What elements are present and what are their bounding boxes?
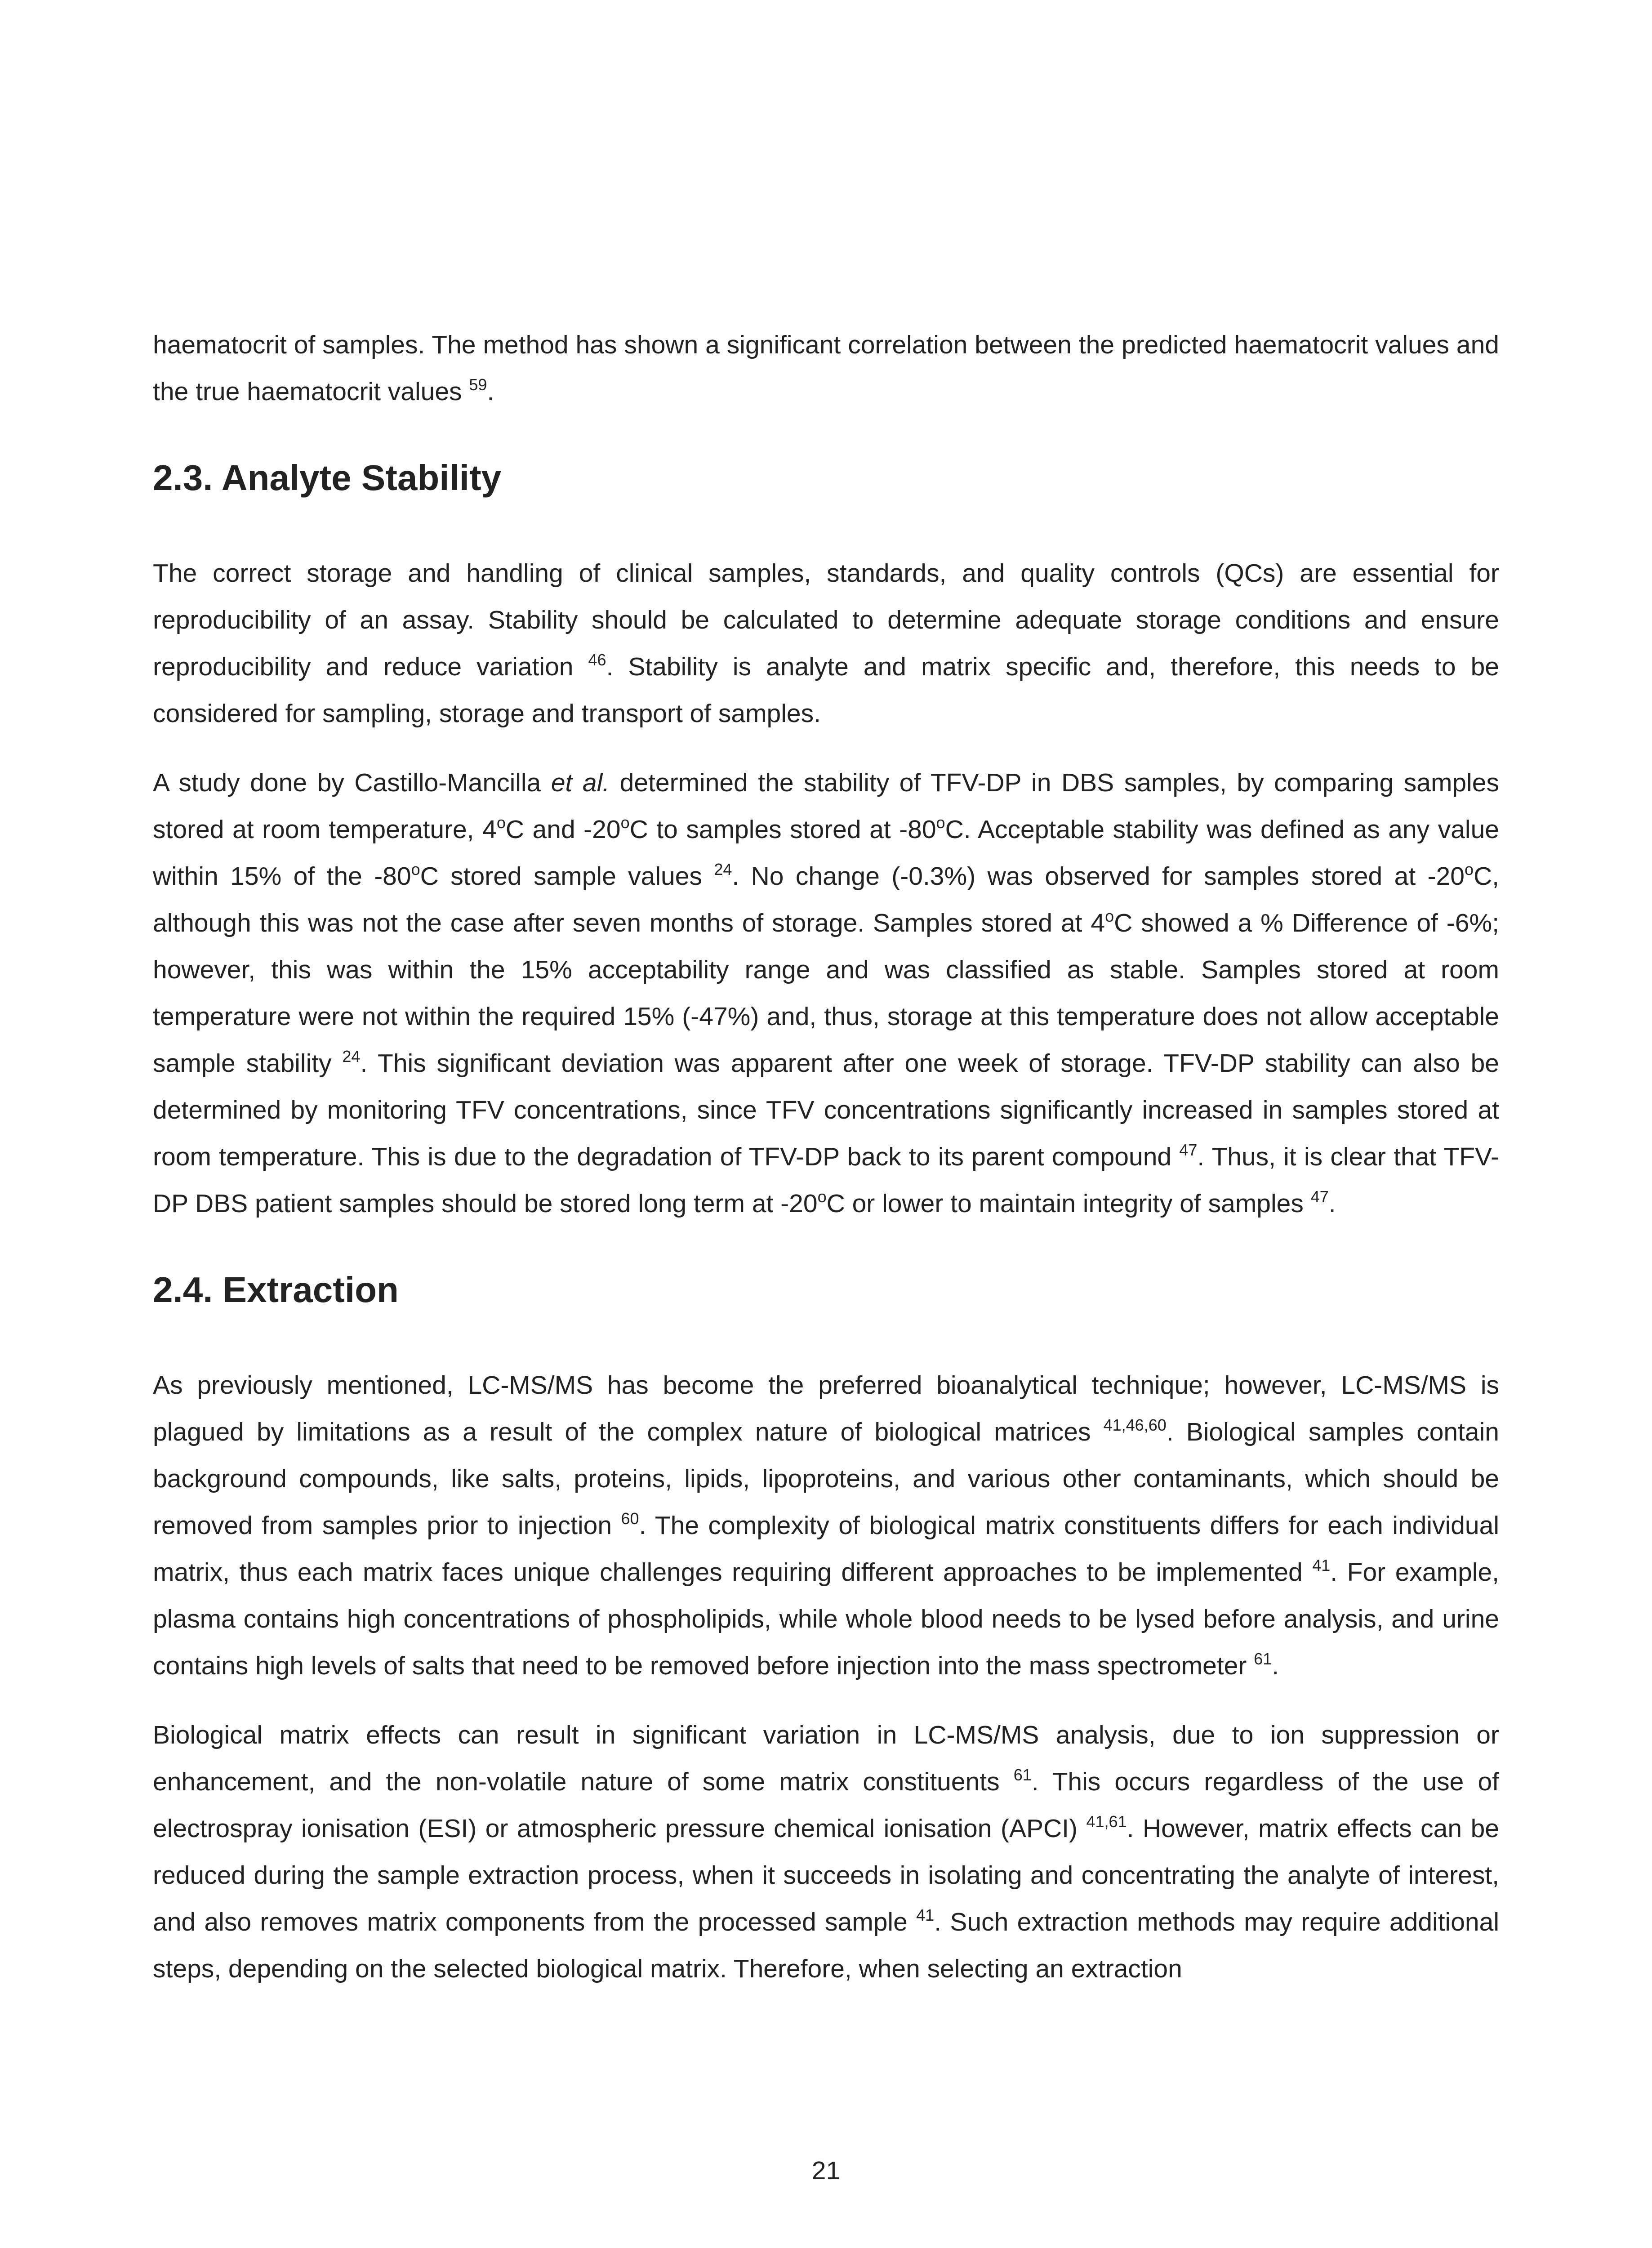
citation: 41,61 bbox=[1086, 1812, 1127, 1831]
italic-text: et al. bbox=[551, 768, 610, 797]
text-run: C, although this was not the case after seven months of storage. Samples stored at 4 bbox=[153, 862, 1499, 937]
extraction-paragraph-1 bbox=[153, 1362, 1499, 1689]
text-run: . No change (-0.3%) was observed for samples stored at -20 bbox=[732, 862, 1465, 891]
citation: 41 bbox=[1312, 1556, 1331, 1574]
degree-symbol: o bbox=[817, 1187, 827, 1206]
text-run: C and -20 bbox=[505, 815, 621, 844]
degree-symbol: o bbox=[496, 813, 506, 832]
text-run: . For example, plasma contains high concentrations of phospholipids, while whole blood needs to be lysed before analysis, and urine contains high levels of salts that need to be removed before injection into the mass spectrometer bbox=[153, 1558, 1499, 1680]
text-run: haematocrit of samples. The method has shown a significant correlation between the predicted haematocrit values and the true haematocrit values bbox=[153, 330, 1499, 406]
text-run: A study done by Castillo-Mancilla bbox=[153, 768, 551, 797]
text-run: C. Acceptable stability was defined as any value within 15% of the -80 bbox=[153, 815, 1499, 891]
text-run: . Stability is analyte and matrix specific and, therefore, this needs to be considered for sampling, storage and transport of samples. bbox=[153, 652, 1499, 728]
text-run: . This significant deviation was apparent after one week of storage. TFV-DP stability can also be determined by monitoring TFV concentrations, since TFV concentrations significantly increased in samples stored at room temperature. This is due to the degradation of TFV-DP back to its parent compound bbox=[153, 1049, 1499, 1171]
citation: 24 bbox=[342, 1047, 361, 1066]
citation: 59 bbox=[469, 375, 487, 394]
degree-symbol: o bbox=[411, 860, 420, 879]
text-run: . Biological samples contain background compounds, like salts, proteins, lipids, lipoproteins, and various other contaminants, which should be removed from samples prior to injection bbox=[153, 1418, 1499, 1540]
text-run: . bbox=[1328, 1189, 1336, 1218]
text-run: . This occurs regardless of the use of electrospray ionisation (ESI) or atmospheric pressure chemical ionisation (APCI) bbox=[153, 1767, 1499, 1843]
text-run: . bbox=[487, 377, 494, 406]
text-run: C to samples stored at -80 bbox=[629, 815, 936, 844]
text-run: . The complexity of biological matrix constituents differs for each individual matrix, thus each matrix faces unique challenges requiring different approaches to be implemented bbox=[153, 1511, 1500, 1587]
citation: 60 bbox=[621, 1509, 639, 1528]
degree-symbol: o bbox=[1464, 860, 1474, 879]
text-run: determined the stability of TFV-DP in DBS samples, by comparing samples stored at room temperature, 4 bbox=[153, 768, 1500, 844]
degree-symbol: o bbox=[936, 813, 945, 832]
citation: 24 bbox=[714, 860, 732, 879]
citation: 61 bbox=[1254, 1650, 1272, 1668]
extraction-paragraph-2 bbox=[153, 1712, 1499, 1992]
stability-paragraph-1 bbox=[153, 550, 1499, 737]
degree-symbol: o bbox=[620, 813, 630, 832]
stability-paragraph-2 bbox=[153, 759, 1499, 1227]
text-run: . Such extraction methods may require additional steps, depending on the selected biological matrix. Therefore, when selecting an extraction bbox=[153, 1908, 1499, 1983]
text-run: . Thus, it is clear that TFV-DP DBS patient samples should be stored long term at -20 bbox=[153, 1142, 1499, 1218]
text-run: Biological matrix effects can result in significant variation in LC-MS/MS analysis, due to ion suppression or enhancement, and the non-volatile nature of some matrix constituents bbox=[153, 1721, 1499, 1796]
citation: 47 bbox=[1179, 1141, 1198, 1159]
citation: 41,46,60 bbox=[1103, 1416, 1167, 1434]
degree-symbol: o bbox=[1105, 907, 1114, 925]
citation: 47 bbox=[1310, 1187, 1329, 1206]
citation: 46 bbox=[588, 651, 606, 669]
text-run: C stored sample values bbox=[420, 862, 714, 891]
text-run: The correct storage and handling of clinical samples, standards, and quality controls (QCs) are essential for reproducibility of an assay. Stability should be calculated to determine adequate storage conditions and ensure reproducibility and reduce variation bbox=[153, 559, 1499, 681]
text-run: . bbox=[1272, 1651, 1279, 1680]
section-heading-extraction: 2.4. Extraction bbox=[153, 1270, 399, 1310]
section-heading-stability: 2.3. Analyte Stability bbox=[153, 458, 502, 498]
text-run: . However, matrix effects can be reduced during the sample extraction process, when it succeeds in isolating and concentrating the analyte of interest, and also removes matrix components from the processed sample bbox=[153, 1814, 1499, 1936]
document-body bbox=[153, 321, 1499, 2015]
text-run: C or lower to maintain integrity of samples bbox=[826, 1189, 1311, 1218]
page-number: 21 bbox=[811, 2156, 841, 2185]
text-run: As previously mentioned, LC-MS/MS has become the preferred bioanalytical technique; however, LC-MS/MS is plagued by limitations as a result of the complex nature of biological matrices bbox=[153, 1371, 1499, 1446]
citation: 61 bbox=[1013, 1766, 1032, 1784]
citation: 41 bbox=[916, 1906, 935, 1924]
text-run: C showed a % Difference of -6%; however, this was within the 15% acceptability range and was classified as stable. Samples stored at room temperature were not within the required 15% (-47%) and, thus, storage at this temperature does not allow acceptable sample stability bbox=[153, 909, 1499, 1078]
intro-paragraph bbox=[153, 321, 1499, 415]
